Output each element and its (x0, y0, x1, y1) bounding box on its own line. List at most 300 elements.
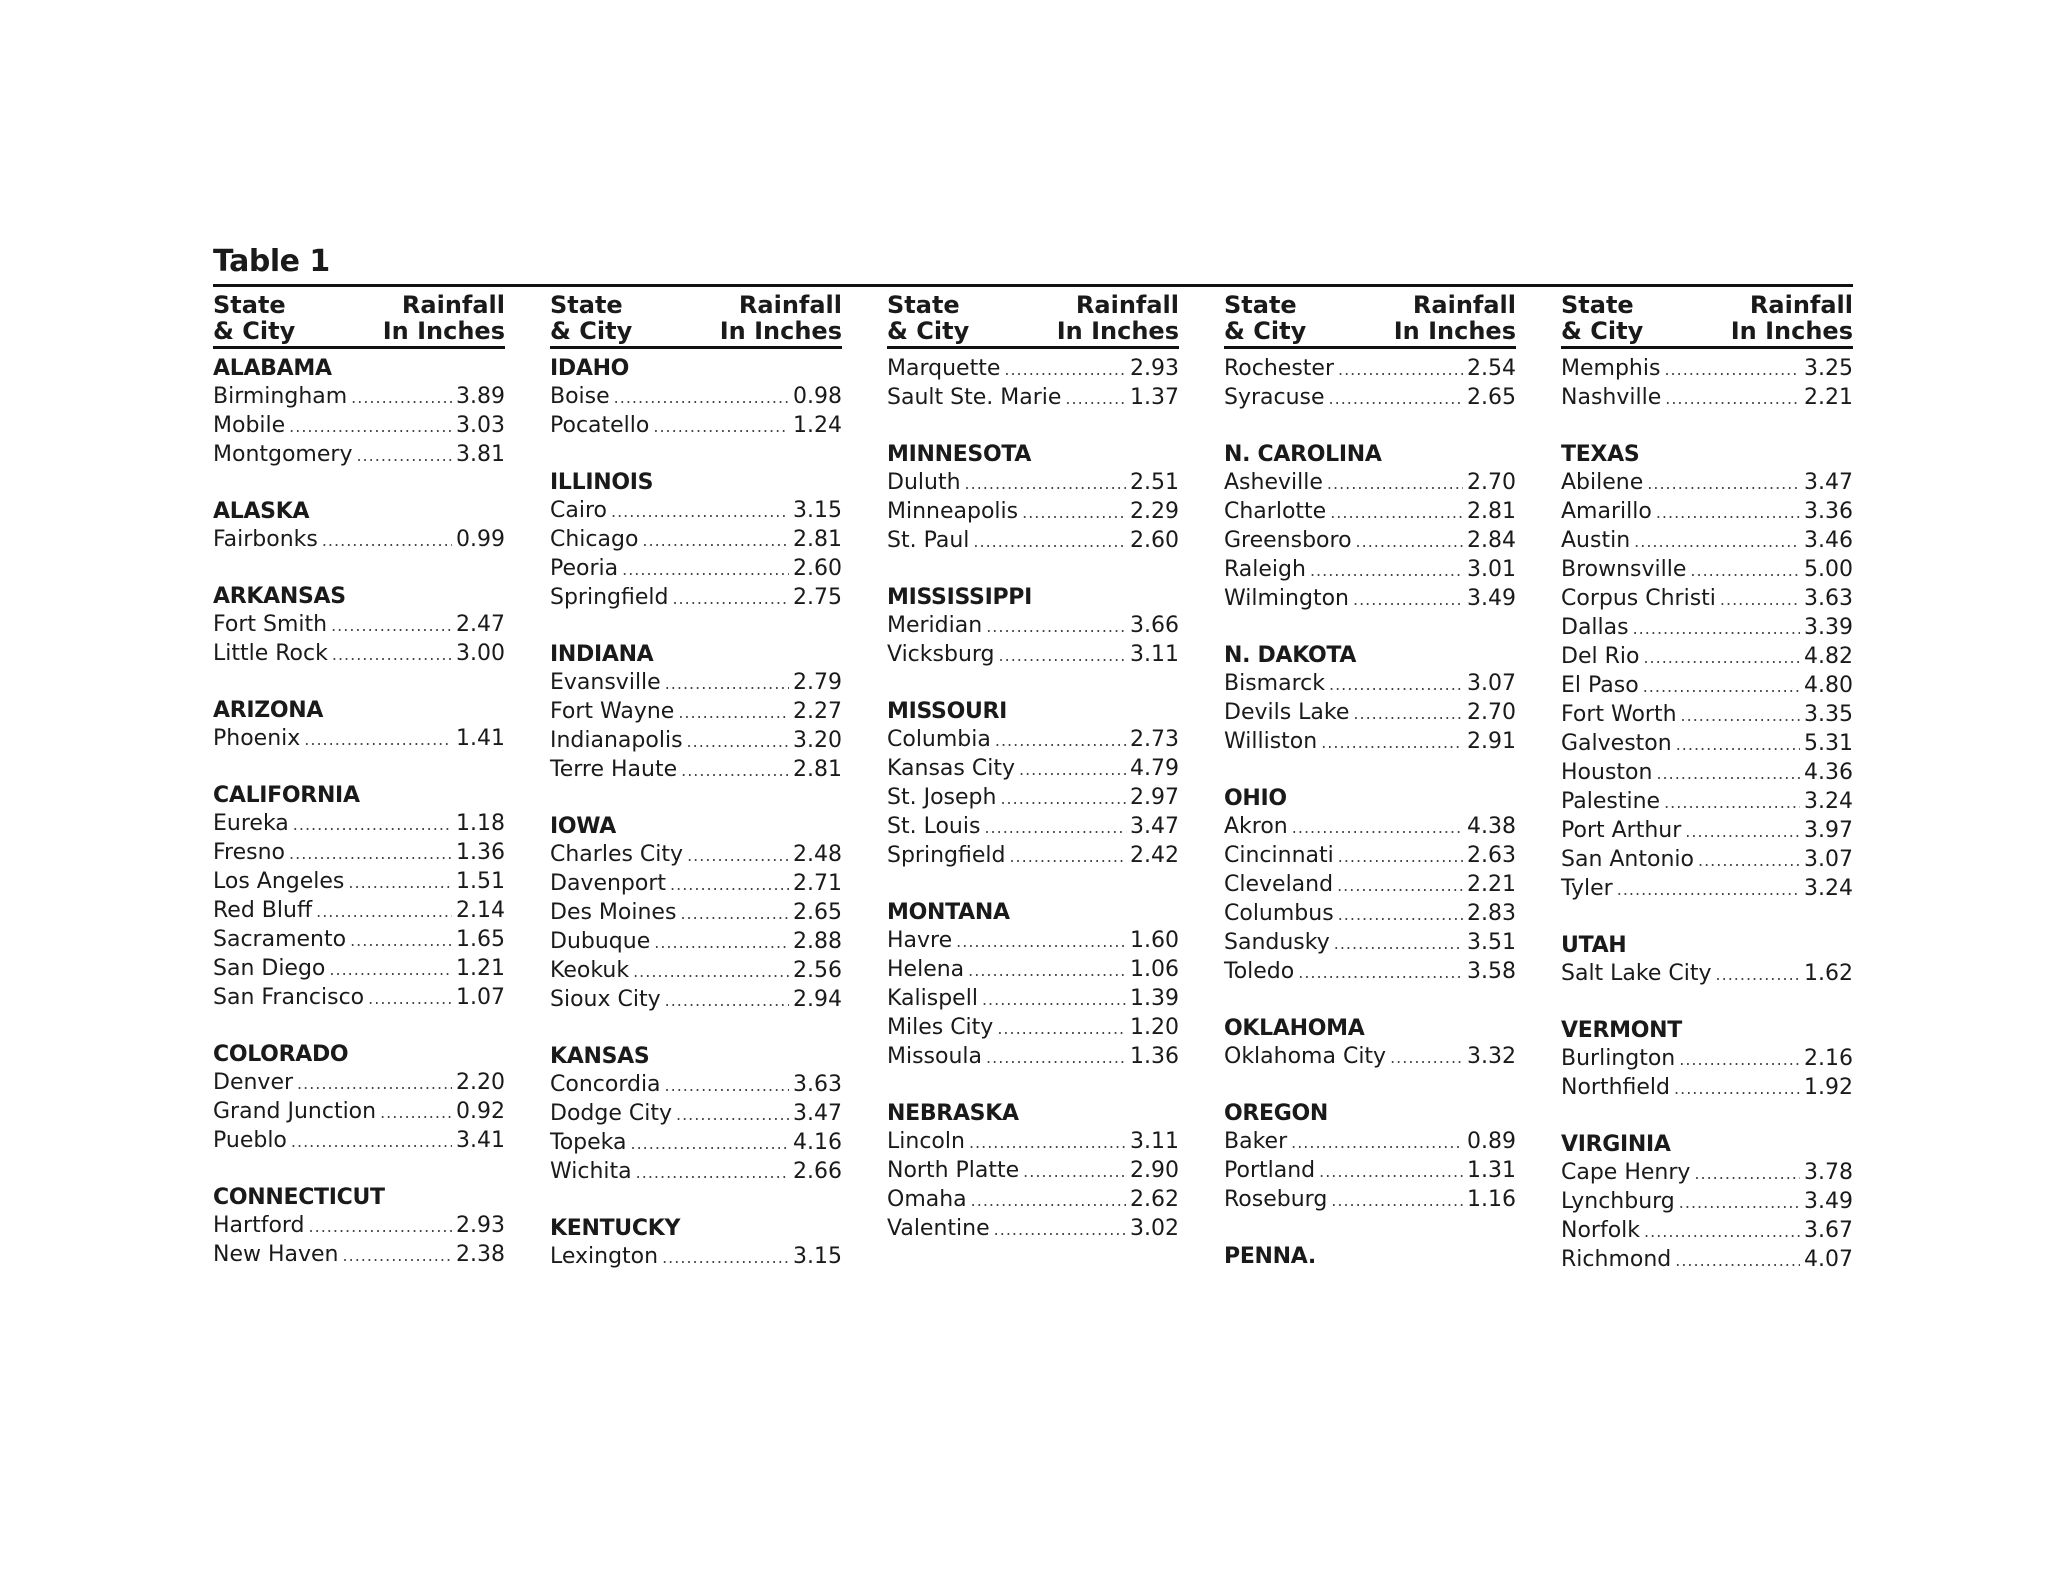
city-name: Rochester (1224, 356, 1334, 381)
group-spacer (887, 1072, 1179, 1100)
rainfall-value: 2.70 (1467, 470, 1516, 495)
rainfall-value: 3.07 (1467, 671, 1516, 696)
header-state-city (550, 292, 632, 346)
dot-leader (304, 726, 452, 754)
rainfall-value: 3.47 (1130, 814, 1179, 839)
dot-leader (1291, 1129, 1463, 1157)
city-row (1224, 1157, 1516, 1186)
rainfall-value: 3.58 (1467, 959, 1516, 984)
dot-leader (982, 986, 1126, 1014)
dot-leader (1633, 615, 1800, 643)
city-name: Greensboro (1224, 528, 1352, 553)
city-row (213, 611, 505, 640)
state-heading: CALIFORNIA (213, 783, 360, 808)
city-name: Richmond (1561, 1247, 1672, 1272)
group-spacer (887, 413, 1179, 441)
dot-leader (997, 1015, 1126, 1043)
rainfall-value: 0.92 (456, 1099, 505, 1124)
city-row (1561, 384, 1853, 413)
city-name: Wichita (550, 1159, 632, 1184)
dot-leader (1617, 876, 1800, 904)
dot-leader (614, 384, 789, 412)
table-column (550, 287, 842, 1275)
city-name: Lexington (550, 1244, 659, 1269)
column-header (1561, 287, 1853, 349)
city-name: Bismarck (1224, 671, 1325, 696)
rainfall-value: 5.00 (1804, 557, 1853, 582)
state-heading: COLORADO (213, 1042, 349, 1067)
city-row (1224, 384, 1516, 413)
rainfall-table (213, 244, 1853, 1275)
rainfall-value: 2.91 (1467, 729, 1516, 754)
city-row (1224, 813, 1516, 842)
city-row (213, 412, 505, 441)
dot-leader (343, 1242, 453, 1270)
rainfall-value: 3.15 (793, 498, 842, 523)
city-name: San Antonio (1561, 847, 1694, 872)
city-row (1224, 871, 1516, 900)
group-spacer (550, 785, 842, 813)
header-label: In Inches (1730, 317, 1853, 345)
state-heading: OKLAHOMA (1224, 1016, 1365, 1041)
group-spacer (550, 1187, 842, 1215)
dot-leader (622, 556, 789, 584)
city-name: Cleveland (1224, 872, 1334, 897)
rainfall-value: 2.16 (1804, 1046, 1853, 1071)
rainfall-value: 3.67 (1804, 1218, 1853, 1243)
city-name: St. Paul (887, 528, 970, 553)
group-spacer (1224, 987, 1516, 1015)
rainfall-value: 2.94 (793, 987, 842, 1012)
city-name: Sioux City (550, 987, 661, 1012)
group-spacer (213, 470, 505, 498)
rainfall-value: 3.15 (793, 1244, 842, 1269)
rainfall-value: 4.16 (793, 1130, 842, 1155)
city-name: Dubuque (550, 929, 651, 954)
rainfall-value: 1.41 (456, 726, 505, 751)
city-row (887, 1043, 1179, 1072)
dot-leader (316, 898, 452, 926)
rainfall-value: 2.63 (1467, 843, 1516, 868)
rainfall-value: 2.20 (456, 1070, 505, 1095)
city-row (213, 868, 505, 897)
state-heading: UTAH (1561, 933, 1627, 958)
rainfall-value: 3.47 (1804, 470, 1853, 495)
rainfall-value: 3.00 (456, 641, 505, 666)
dot-leader (348, 869, 452, 897)
city-row (550, 412, 842, 441)
city-row (887, 1157, 1179, 1186)
city-name: Palestine (1561, 789, 1661, 814)
header-label: State (887, 291, 960, 319)
group-spacer (1561, 1103, 1853, 1131)
city-row (1561, 498, 1853, 527)
rainfall-value: 3.24 (1804, 876, 1853, 901)
rainfall-value: 3.39 (1804, 615, 1853, 640)
header-label: State (213, 291, 286, 319)
city-row (887, 469, 1179, 498)
city-row (1224, 469, 1516, 498)
city-name: Sacramento (213, 927, 347, 952)
dot-leader (636, 1159, 789, 1187)
city-row (1561, 1074, 1853, 1103)
rainfall-value: 2.60 (1130, 528, 1179, 553)
rainfall-value: 2.48 (793, 842, 842, 867)
city-name: Portland (1224, 1158, 1316, 1183)
city-name: Phoenix (213, 726, 301, 751)
city-row (1561, 1217, 1853, 1246)
dot-leader (1698, 847, 1800, 875)
dot-leader (1390, 1044, 1463, 1072)
state-heading: TEXAS (1561, 442, 1640, 467)
dot-leader (1004, 356, 1126, 384)
city-name: Roseburg (1224, 1187, 1328, 1212)
header-label: In Inches (382, 317, 505, 345)
dot-leader (631, 1130, 790, 1158)
city-name: Indianapolis (550, 728, 683, 753)
table-column (1224, 287, 1516, 1275)
state-heading: ALASKA (213, 499, 310, 524)
city-row (550, 698, 842, 727)
rainfall-value: 4.82 (1804, 644, 1853, 669)
rainfall-value: 1.92 (1804, 1075, 1853, 1100)
group-spacer (213, 1156, 505, 1184)
dot-leader (322, 527, 452, 555)
city-name: Williston (1224, 729, 1318, 754)
dot-leader (1720, 586, 1800, 614)
city-name: Dodge City (550, 1101, 672, 1126)
dot-leader (380, 1099, 452, 1127)
header-label: In Inches (719, 317, 842, 345)
state-heading: VIRGINIA (1561, 1132, 1671, 1157)
city-row (1224, 556, 1516, 585)
city-name: Tyler (1561, 876, 1613, 901)
rainfall-value: 1.37 (1130, 385, 1179, 410)
group-spacer (213, 754, 505, 782)
rainfall-value: 2.54 (1467, 356, 1516, 381)
state-heading: MISSISSIPPI (887, 585, 1032, 610)
city-name: Havre (887, 928, 953, 953)
city-name: Norfolk (1561, 1218, 1641, 1243)
rainfall-value: 2.70 (1467, 700, 1516, 725)
rainfall-value: 2.88 (793, 929, 842, 954)
state-heading: MINNESOTA (887, 442, 1032, 467)
city-name: Cincinnati (1224, 843, 1334, 868)
rainfall-value: 2.56 (793, 958, 842, 983)
city-name: Keokuk (550, 958, 630, 983)
city-name: Hartford (213, 1213, 305, 1238)
city-row (1561, 875, 1853, 904)
city-row (550, 986, 842, 1015)
state-heading: INDIANA (550, 642, 654, 667)
state-heading: OHIO (1224, 786, 1287, 811)
rainfall-value: 3.24 (1804, 789, 1853, 814)
dot-leader (289, 840, 452, 868)
dot-leader (968, 957, 1126, 985)
state-heading: KANSAS (550, 1044, 650, 1069)
dot-leader (633, 958, 789, 986)
group-spacer (887, 556, 1179, 584)
dot-leader (687, 728, 789, 756)
rainfall-value: 2.27 (793, 699, 842, 724)
city-name: Topeka (550, 1130, 627, 1155)
city-row (213, 383, 505, 412)
header-state-city (1224, 292, 1306, 346)
rainfall-value: 1.31 (1467, 1158, 1516, 1183)
dot-leader (1009, 843, 1126, 871)
city-name: Sault Ste. Marie (887, 385, 1062, 410)
rainfall-value: 2.93 (456, 1213, 505, 1238)
city-name: Boise (550, 384, 610, 409)
city-name: Denver (213, 1070, 294, 1095)
city-row (550, 584, 842, 613)
column-header (1224, 287, 1516, 349)
rainfall-value: 1.18 (456, 811, 505, 836)
rainfall-value: 3.36 (1804, 499, 1853, 524)
rainfall-value: 3.35 (1804, 702, 1853, 727)
city-row (1224, 355, 1516, 384)
header-label: Rainfall (1412, 291, 1516, 319)
table-column (213, 287, 505, 1275)
dot-leader (687, 842, 789, 870)
dot-leader (1679, 1046, 1800, 1074)
dot-leader (1665, 385, 1800, 413)
dot-leader (1643, 673, 1800, 701)
city-name: Terre Haute (550, 757, 678, 782)
city-name: Kalispell (887, 986, 978, 1011)
rainfall-value: 3.49 (1804, 1189, 1853, 1214)
dot-leader (1644, 1218, 1800, 1246)
city-row (1561, 614, 1853, 643)
dot-leader (653, 413, 789, 441)
city-name: Valentine (887, 1216, 990, 1241)
dot-leader (986, 613, 1126, 641)
city-row (550, 1158, 842, 1187)
header-label: State (550, 291, 623, 319)
city-row (550, 1100, 842, 1129)
header-label: & City (887, 317, 970, 345)
rainfall-value: 3.32 (1467, 1044, 1516, 1069)
dot-leader (1664, 356, 1800, 384)
group-spacer (213, 555, 505, 583)
header-rainfall (1394, 292, 1516, 346)
rainfall-value: 3.63 (793, 1072, 842, 1097)
dot-leader (1292, 814, 1463, 842)
city-name: Houston (1561, 760, 1653, 785)
city-row (1561, 846, 1853, 875)
city-name: St. Louis (887, 814, 981, 839)
city-row (1561, 469, 1853, 498)
city-row (1561, 817, 1853, 846)
dot-leader (971, 1187, 1126, 1215)
rainfall-value: 2.65 (793, 900, 842, 925)
city-row (887, 784, 1179, 813)
city-name: Charles City (550, 842, 684, 867)
state-heading: N. DAKOTA (1224, 643, 1357, 668)
header-label: Rainfall (738, 291, 842, 319)
city-row (213, 526, 505, 555)
dot-leader (1321, 729, 1463, 757)
header-label: & City (1561, 317, 1644, 345)
city-name: Baker (1224, 1129, 1288, 1154)
rainfall-value: 3.63 (1804, 586, 1853, 611)
city-row (1561, 1045, 1853, 1074)
group-spacer (550, 1015, 842, 1043)
city-row (1561, 556, 1853, 585)
rainfall-value: 2.29 (1130, 499, 1179, 524)
city-row (213, 1212, 505, 1241)
city-row (213, 984, 505, 1013)
city-name: Galveston (1561, 731, 1672, 756)
city-name: Helena (887, 957, 965, 982)
rainfall-value: 2.97 (1130, 785, 1179, 810)
dot-leader (681, 757, 789, 785)
group-spacer (550, 441, 842, 469)
city-row (887, 355, 1179, 384)
city-name: North Platte (887, 1158, 1020, 1183)
city-row (213, 1127, 505, 1156)
dot-leader (291, 1128, 452, 1156)
city-name: Meridian (887, 613, 983, 638)
column-header (213, 287, 505, 349)
city-row (1561, 759, 1853, 788)
city-name: San Francisco (213, 985, 365, 1010)
table-columns (213, 287, 1853, 1275)
city-name: Port Arthur (1561, 818, 1682, 843)
city-row (1224, 1043, 1516, 1072)
dot-leader (1690, 557, 1800, 585)
city-row (887, 1128, 1179, 1157)
rainfall-value: 2.14 (456, 898, 505, 923)
dot-leader (662, 1244, 789, 1272)
rainfall-value: 1.36 (456, 840, 505, 865)
rainfall-value: 1.60 (1130, 928, 1179, 953)
city-name: New Haven (213, 1242, 339, 1267)
city-name: Akron (1224, 814, 1288, 839)
city-row (213, 926, 505, 955)
city-row (1224, 527, 1516, 556)
city-name: Minneapolis (887, 499, 1019, 524)
city-row (1224, 1128, 1516, 1157)
dot-leader (1330, 499, 1463, 527)
rainfall-value: 3.78 (1804, 1160, 1853, 1185)
rainfall-value: 1.65 (456, 927, 505, 952)
header-label: & City (550, 317, 633, 345)
group-spacer (213, 1013, 505, 1041)
city-name: Asheville (1224, 470, 1323, 495)
city-row (1561, 788, 1853, 817)
rainfall-value: 1.20 (1130, 1015, 1179, 1040)
city-row (887, 1186, 1179, 1215)
rainfall-value: 2.42 (1130, 843, 1179, 868)
header-label: Rainfall (401, 291, 505, 319)
rainfall-value: 2.51 (1130, 470, 1179, 495)
dot-leader (1664, 789, 1800, 817)
city-row (887, 1215, 1179, 1244)
dot-leader (672, 585, 789, 613)
dot-leader (1000, 785, 1126, 813)
city-name: Austin (1561, 528, 1631, 553)
dot-leader (1356, 528, 1463, 556)
column-body (213, 349, 505, 1270)
city-row (1224, 498, 1516, 527)
dot-leader (1674, 1075, 1800, 1103)
city-name: Montgomery (213, 442, 353, 467)
city-name: Cairo (550, 498, 607, 523)
dot-leader (676, 1101, 789, 1129)
city-name: Springfield (887, 843, 1006, 868)
city-row (1224, 585, 1516, 614)
group-spacer (550, 613, 842, 641)
city-name: Red Bluff (213, 898, 313, 923)
rainfall-value: 3.89 (456, 384, 505, 409)
city-row (213, 897, 505, 926)
rainfall-value: 2.81 (793, 757, 842, 782)
city-row (1224, 900, 1516, 929)
dot-leader (665, 987, 789, 1015)
dot-leader (984, 814, 1126, 842)
city-row (887, 498, 1179, 527)
state-heading: NEBRASKA (887, 1101, 1019, 1126)
city-name: Davenport (550, 871, 667, 896)
dot-leader (1310, 557, 1463, 585)
city-row (1561, 355, 1853, 384)
city-row (1561, 1159, 1853, 1188)
city-row (213, 1241, 505, 1270)
city-name: Memphis (1561, 356, 1661, 381)
city-name: Miles City (887, 1015, 994, 1040)
group-spacer (213, 669, 505, 697)
rainfall-value: 2.81 (1467, 499, 1516, 524)
rainfall-value: 3.51 (1467, 930, 1516, 955)
city-row (213, 1069, 505, 1098)
rainfall-value: 3.47 (793, 1101, 842, 1126)
dot-leader (293, 811, 452, 839)
dot-leader (351, 384, 452, 412)
state-heading: ILLINOIS (550, 470, 654, 495)
rainfall-value: 2.73 (1130, 727, 1179, 752)
city-name: Syracuse (1224, 385, 1325, 410)
rainfall-value: 3.03 (456, 413, 505, 438)
dot-leader (1676, 731, 1800, 759)
dot-leader (1023, 1158, 1126, 1186)
city-row (550, 555, 842, 584)
rainfall-value: 3.97 (1804, 818, 1853, 843)
dot-leader (1353, 700, 1463, 728)
dot-leader (297, 1070, 452, 1098)
city-row (887, 612, 1179, 641)
rainfall-value: 2.21 (1804, 385, 1853, 410)
city-name: Lincoln (887, 1129, 965, 1154)
city-row (1561, 585, 1853, 614)
city-name: Fort Worth (1561, 702, 1677, 727)
dot-leader (1337, 872, 1463, 900)
city-name: Duluth (887, 470, 961, 495)
dot-leader (1338, 843, 1463, 871)
state-heading: CONNECTICUT (213, 1185, 385, 1210)
rainfall-value: 3.49 (1467, 586, 1516, 611)
header-label: In Inches (1056, 317, 1179, 345)
dot-leader (1679, 1189, 1800, 1217)
city-name: Pueblo (213, 1128, 287, 1153)
dot-leader (350, 927, 452, 955)
city-row (550, 383, 842, 412)
city-row (1224, 1186, 1516, 1215)
table-column (1561, 287, 1853, 1275)
group-spacer (887, 670, 1179, 698)
dot-leader (642, 527, 789, 555)
city-name: Marquette (887, 356, 1001, 381)
